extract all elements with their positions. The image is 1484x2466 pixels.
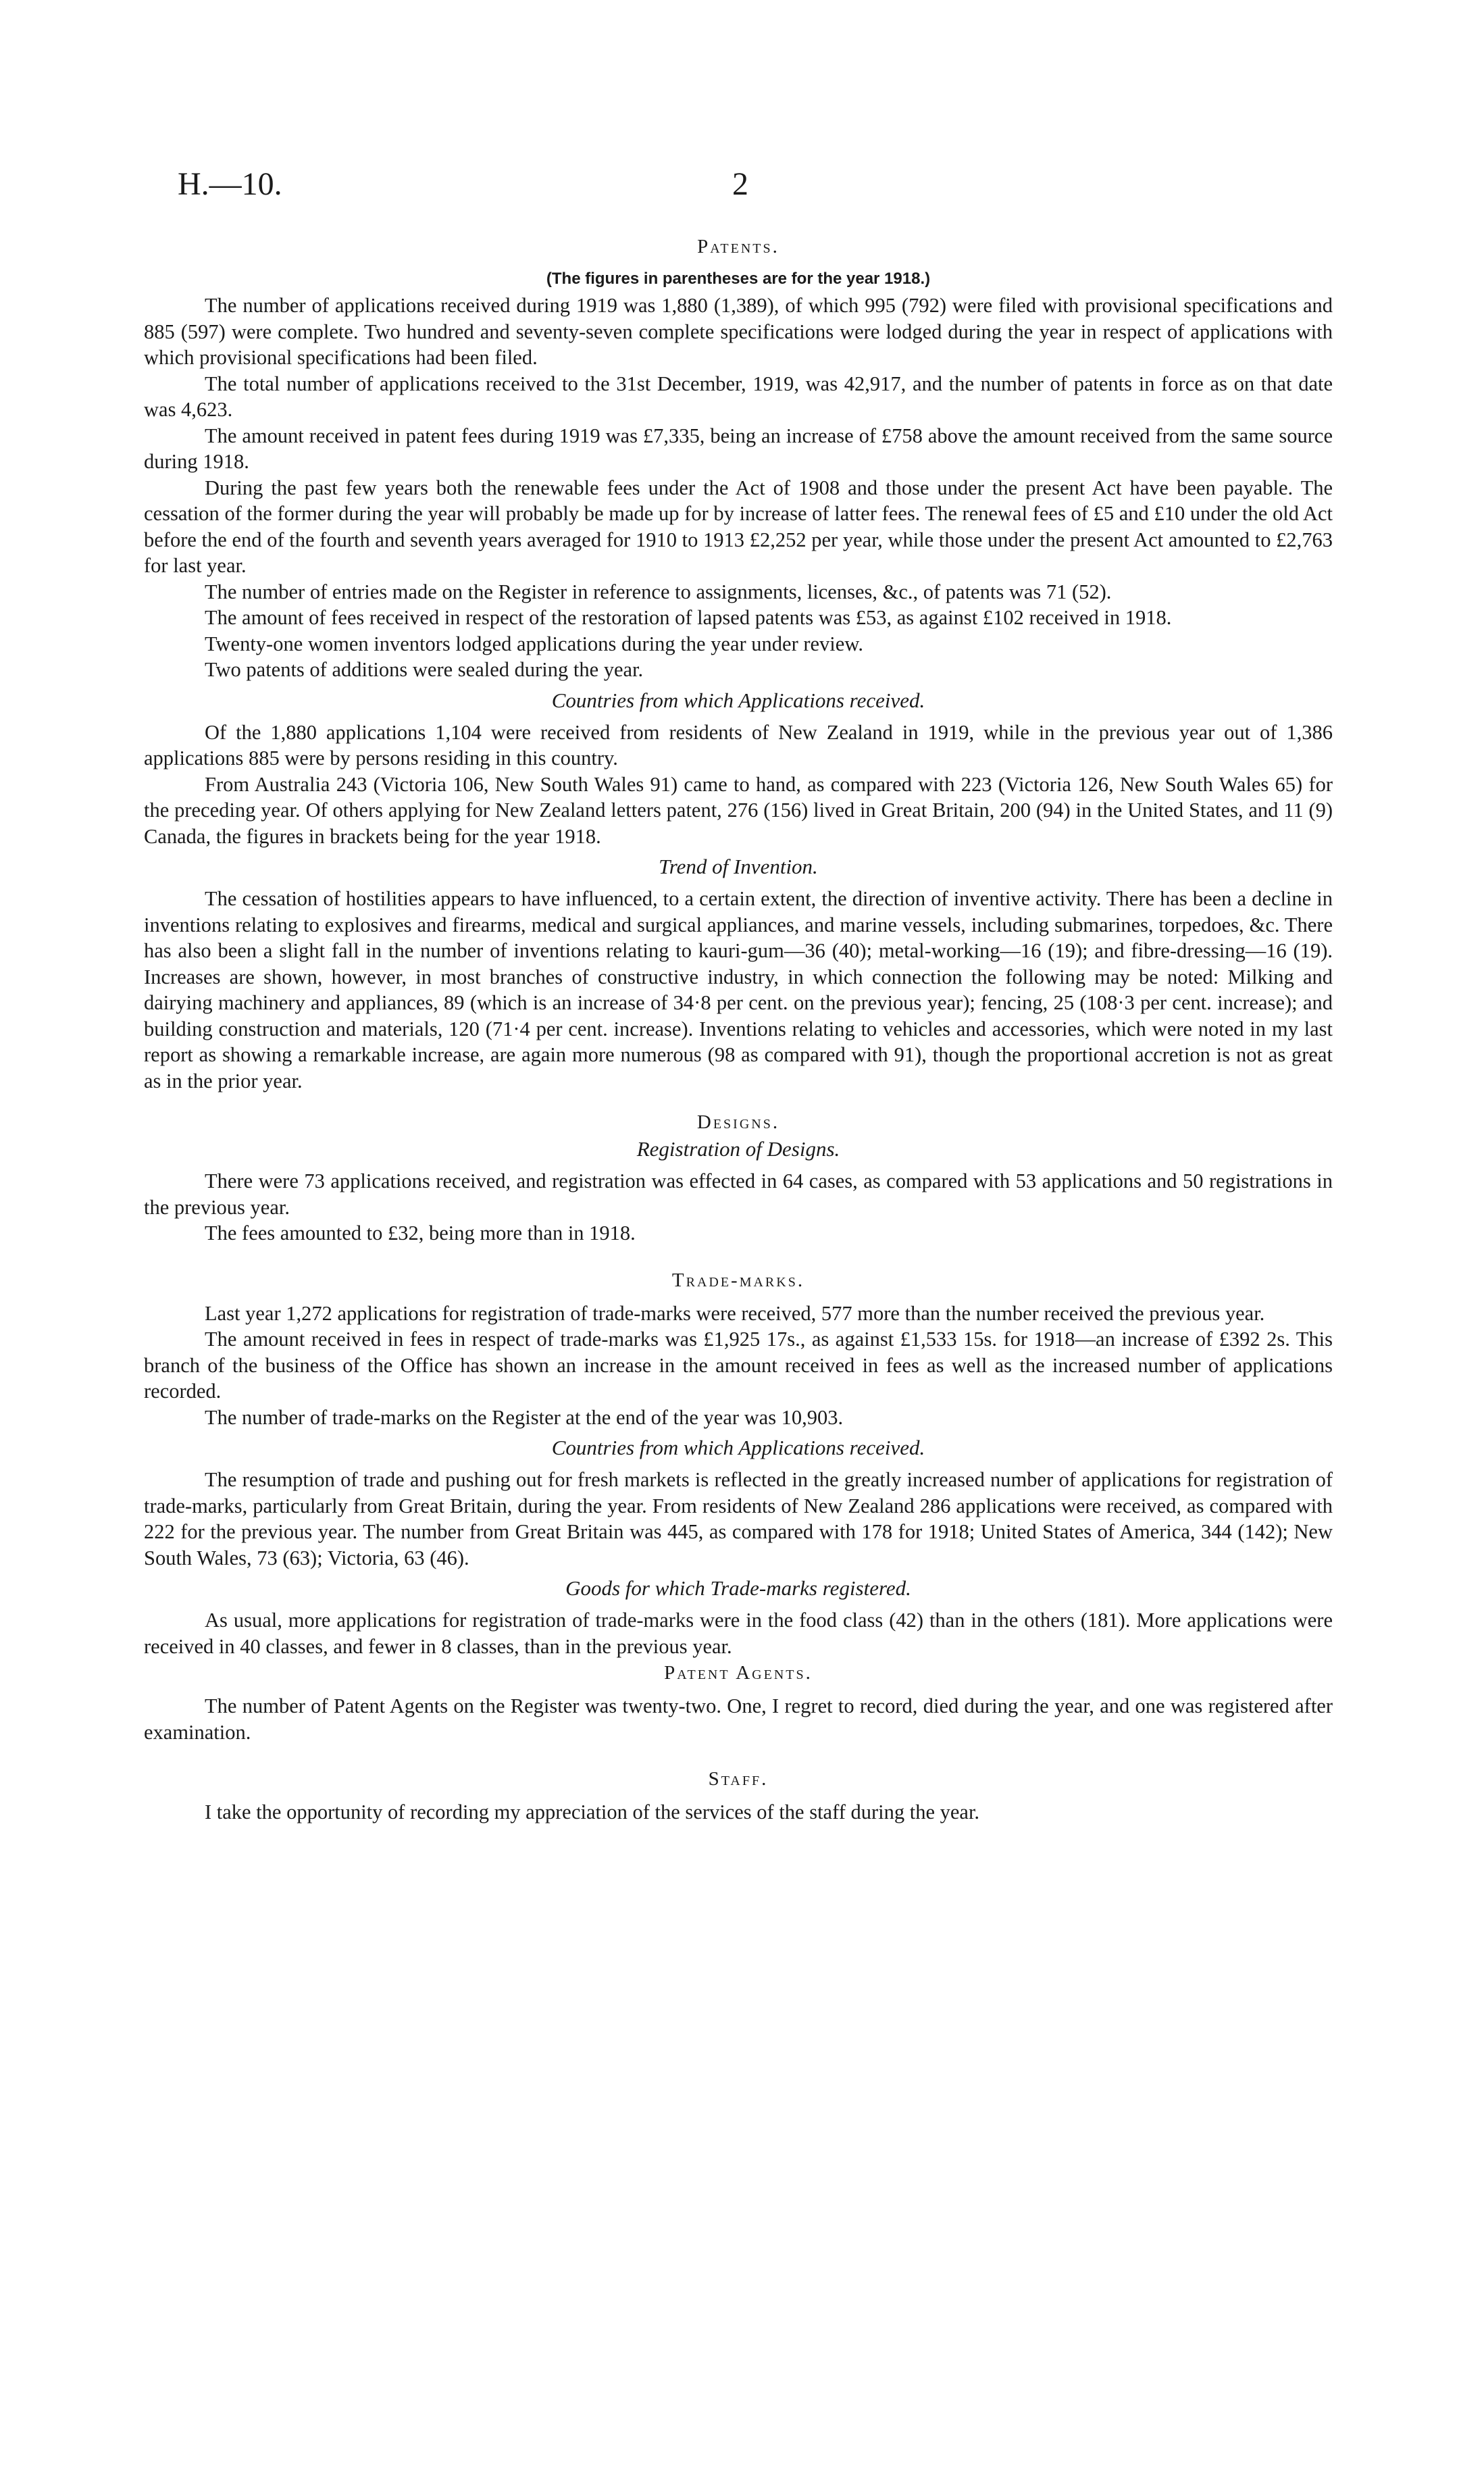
subheading-trademark-countries: Countries from which Applications received. bbox=[551, 1436, 925, 1459]
paragraph: The number of entries made on the Register in reference to assignments, licenses, &c., of patents was 71 (52). bbox=[205, 580, 1112, 603]
document-code: H.—10. bbox=[178, 166, 282, 202]
paragraph: The number of applications received during 1919 was 1,880 (1,389), of which 995 (792) were filed with provisional specifications and 885 (597) were complete. Two hundred and seventy-seven complete specifications were lodged during the year in respect of applications with which provisional specifications had been filed. bbox=[144, 294, 1333, 369]
page-number: 2 bbox=[732, 166, 748, 202]
paragraph: Two patents of additions were sealed during the year. bbox=[205, 658, 644, 681]
paragraph: Of the 1,880 applications 1,104 were received from residents of New Zealand in 1919, while in the previous year out of 1,386 applications 885 were by persons residing in this country. bbox=[144, 720, 1333, 770]
subheading-patent-countries: Countries from which Applications received. bbox=[551, 688, 925, 712]
patent-agents-section bbox=[144, 1659, 1333, 1745]
subheading-trend-of-invention: Trend of Invention. bbox=[659, 855, 818, 878]
section-heading-patents: Patents. bbox=[697, 236, 779, 257]
paragraph: The fees amounted to £32, being more than in 1918. bbox=[205, 1222, 636, 1244]
subheading-goods: Goods for which Trade-marks registered. bbox=[565, 1576, 911, 1600]
paragraph: During the past few years both the renewable fees under the Act of 1908 and those under the present Act have been payable. The cessation of the former during the year will probably be made up for by increase of latter fees. The renewal fees of £5 and £10 under the old Act before the end of the fourth and seventh years averaged for 1910 to 1913 £2,252 per year, while those under the present Act amounted to £2,763 for last year. bbox=[144, 476, 1333, 577]
paragraph: Last year 1,272 applications for registration of trade-marks were received, 577 more than the number received the previous year. bbox=[205, 1301, 1265, 1325]
paragraph: The amount received in fees in respect of trade-marks was £1,925 17s., as against £1,533 15s. for 1918—an increase of £392 2s. This branch of the business of the Office has shown an increase in the amount received in fees as well as the increased number of applications recorded. bbox=[144, 1328, 1333, 1403]
running-head bbox=[144, 166, 1333, 213]
paragraph: As usual, more applications for registration of trade-marks were in the food class (42) than in the others (181). More applications were received in 40 classes, and fewer in 8 classes, than in the previous year. bbox=[144, 1609, 1333, 1658]
patents-section bbox=[144, 233, 1333, 1094]
page-content bbox=[144, 233, 1333, 1826]
paragraph: The amount of fees received in respect of the restoration of lapsed patents was £53, as against £102 received in 1918. bbox=[205, 606, 1172, 629]
trademarks-section bbox=[144, 1267, 1333, 1660]
paragraph: The number of trade-marks on the Register at the end of the year was 10,903. bbox=[205, 1405, 844, 1429]
paragraph: I take the opportunity of recording my appreciation of the services of the staff during the year. bbox=[205, 1801, 980, 1823]
section-heading-staff: Staff. bbox=[708, 1768, 769, 1790]
paragraph: There were 73 applications received, and registration was effected in 64 cases, as compared with 53 applications and 50 registrations in the previous year. bbox=[144, 1169, 1333, 1219]
staff-section bbox=[144, 1765, 1333, 1826]
paragraph: The cessation of hostilities appears to have influenced, to a certain extent, the direction of inventive activity. There has been a decline in inventions relating to explosives and firearms, medical and surgical appliances, and marine vessels, including submarines, torpedoes, &c. There has also been a slight fall in the number of inventions relating to kauri-gum—36 (40); metal-working—16 (19); and fibre-dressing—16 (19). Increases are shown, however, in most branches of constructive industry, in which connection the following may be noted: Milking and dairying machinery and appliances, 89 (which is an increase of 34·8 per cent. on the previous year); fencing, 25 (108·3 per cent. increase); and building construction and materials, 120 (71·4 per cent. increase). Inventions relating to vehicles and accessories, which were noted in my last report as showing a remarkable increase, are again more numerous (98 as compared with 91), though the proportional accretion is not as great as in the prior year. bbox=[144, 887, 1333, 1092]
section-heading-patent-agents: Patent Agents. bbox=[664, 1662, 813, 1684]
section-heading-designs: Designs. bbox=[696, 1111, 780, 1133]
paragraph: Twenty-one women inventors lodged applications during the year under review. bbox=[205, 632, 863, 655]
paragraph: From Australia 243 (Victoria 106, New South Wales 91) came to hand, as compared with 223 (Victoria 126, New South Wales 65) for the preceding year. Of others applying for New Zealand letters patent, 276 (156) lived in Great Britain, 200 (94) in the United States, and 11 (9) Canada, the figures in brackets being for the year 1918. bbox=[144, 772, 1333, 848]
section-heading-trademarks: Trade-marks. bbox=[671, 1269, 805, 1291]
paragraph: The amount received in patent fees during 1919 was £7,335, being an increase of £758 above the amount received from the same source during 1918. bbox=[144, 424, 1333, 473]
paragraph: The number of Patent Agents on the Register was twenty-two. One, I regret to record, died during the year, and one was registered after examination. bbox=[144, 1694, 1333, 1744]
subheading-registration-of-designs: Registration of Designs. bbox=[636, 1137, 840, 1161]
designs-section bbox=[144, 1109, 1333, 1247]
parentheses-note: (The figures in parentheses are for the year 1918.) bbox=[546, 270, 931, 288]
paragraph: The total number of applications received to the 31st December, 1919, was 42,917, and the number of patents in force as on that date was 4,623. bbox=[144, 372, 1333, 421]
paragraph: The resumption of trade and pushing out for fresh markets is reflected in the greatly increased number of applications for registration of trade-marks, particularly from Great Britain, during the year. From residents of New Zealand 286 applications were received, as compared with 222 for the previous year. The number from Great Britain was 445, as compared with 178 for 1918; United States of America, 344 (142); New South Wales, 73 (63); Victoria, 63 (46). bbox=[144, 1468, 1333, 1569]
